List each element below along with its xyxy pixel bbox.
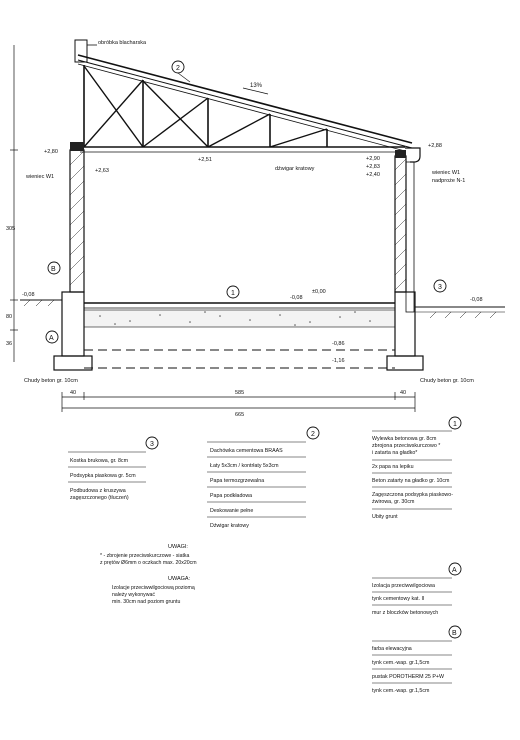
left-wreath-label: wieniec W1 (26, 174, 55, 180)
floor-foundation (20, 292, 505, 370)
truss-top-chord (78, 64, 405, 151)
legend-1-line-1: zbrojona przeciwskurczowo * (372, 443, 441, 449)
left-wall (70, 150, 84, 292)
legend-1-line-7: Ubity grunt (372, 514, 398, 520)
level-right-ground: -0,08 (470, 297, 483, 303)
legend-1-line-6: żwirowa, gr. 30cm (372, 499, 415, 505)
left-foundation (62, 292, 84, 356)
dim-left-vertical-total: 305 (6, 226, 16, 232)
dimensions (6, 45, 415, 418)
right-foundation (395, 292, 415, 356)
right-ring-beam (395, 150, 406, 158)
legend-B-line-2: pustak POROTHERM 25 P+W (372, 674, 444, 680)
ground-hatch-left (24, 300, 54, 306)
dim-left-vertical-mid: 36 (6, 341, 13, 347)
legend-B-line-0: farba elewacyjna (372, 646, 412, 652)
legend-2-line-2: Papa termozgrzewalna (210, 478, 265, 484)
notes2-line-1: należy wykonywać (112, 592, 155, 598)
notes2-line-0: Izolacje przeciwwilgociową poziomą (112, 585, 195, 591)
right-wreath-label: wieniec W1 (432, 170, 461, 176)
legend-1-id: 1 (453, 421, 457, 428)
legend-2 (207, 427, 319, 529)
legend-2-line-4: Deskowanie pełne (210, 508, 254, 514)
level-mid-beam: +2,51 (198, 157, 212, 163)
legend-2-line-1: Łaty 5x3cm / kontrłaty 5x3cm (210, 463, 279, 469)
legend-1-line-5: Zagęszczona podsypka piaskowo- (372, 492, 453, 498)
level-left-ceiling: +2,80 (44, 149, 58, 155)
dim-bottom-right: 40 (400, 390, 407, 396)
gravel-bed (84, 310, 395, 327)
roof-deck-line (78, 60, 412, 148)
annotations (24, 166, 474, 384)
level-right-1: +2,90 (366, 156, 380, 162)
legend-2-id: 2 (311, 431, 315, 438)
callout-B-text: B (51, 266, 56, 273)
gutter (405, 148, 420, 312)
walls (70, 142, 406, 292)
legend-3-line-0: Kostka brukowa, gr. 8cm (70, 458, 128, 464)
level-right-2: +2,83 (366, 164, 380, 170)
truss-diagonals (84, 66, 327, 147)
legend-3-id: 3 (150, 441, 154, 448)
level-left-rim: +2,63 (95, 168, 109, 174)
level-right-top: +2,88 (428, 143, 442, 149)
left-ring-beam (70, 142, 84, 151)
level-floor-mid: -0,08 (290, 295, 303, 301)
legend-A-line-2: mur z bloczków betonowych (372, 610, 439, 616)
legend-1-line-0: Wylewka betonowa gr. 8cm (372, 436, 437, 442)
dim-bottom-total: 665 (235, 412, 245, 418)
notes2-line-2: min. 30cm nad poziom gruntu (112, 599, 181, 605)
roof-slope-label: 13% (250, 83, 263, 89)
dim-bottom-mid: 585 (235, 390, 245, 396)
callout-3-text: 3 (438, 284, 442, 291)
level-markers (22, 143, 483, 364)
legend-2-line-0: Dachówka cementowa BRAAS (210, 448, 283, 454)
chudy-beton-left-label: Chudy beton gr. 10cm (24, 378, 78, 384)
roof-covering-line (78, 55, 412, 143)
notes-heading: UWAGI: (168, 544, 188, 550)
chimney-flashing-label: obróbka blacharska (98, 40, 147, 46)
notes (100, 544, 197, 605)
notes-line-1: z prętów Ø6mm o oczkach max. 20x20cm (100, 560, 197, 566)
level-foundation-1: -0,86 (332, 341, 345, 347)
chudy-beton-right-label: Chudy beton gr. 10cm (420, 378, 474, 384)
dim-left-vertical-low: 80 (6, 314, 13, 320)
callout-2-text: 2 (176, 65, 180, 72)
legend-B-line-3: tynk cem.-wap. gr.1,5cm (372, 688, 430, 694)
legend-3-line-1: Podsypka piaskowa gr. 5cm (70, 473, 136, 479)
callout-1-text: 1 (231, 290, 235, 297)
legend-3-line-3: zagęszczonego (tłuczeń) (70, 495, 129, 501)
right-lintel-label: nadproże N-1 (432, 178, 466, 184)
ground-hatch-right (430, 312, 496, 318)
dim-bottom-left: 40 (70, 390, 77, 396)
legend-3 (68, 437, 158, 501)
level-floor-zero: ±0,00 (312, 289, 326, 295)
callout-A-text: A (49, 335, 54, 342)
right-wall-hatch (395, 159, 406, 290)
legend-1-line-3: 2x papa na lepiku (372, 464, 414, 470)
downpipe (406, 162, 414, 312)
level-left-floor: -0,08 (22, 292, 35, 298)
roof (75, 40, 412, 152)
legend-3-line-2: Podbudowa z kruszywa (70, 488, 126, 494)
legend-2-line-3: Papa podkładowa (210, 493, 253, 499)
legend-B-line-1: tynk cem.-wap. gr.1,5cm (372, 660, 430, 666)
legend-1 (372, 417, 461, 520)
left-wall-hatch (70, 151, 84, 285)
legend-A-line-1: tynk cementowy kat. II (372, 596, 425, 602)
level-right-3: +2,40 (366, 172, 380, 178)
legend-A-id: A (452, 567, 457, 574)
legend-A (372, 563, 461, 616)
legend-2-line-5: Dźwigar kratowy (210, 523, 249, 529)
legend-B-id: B (452, 630, 457, 637)
notes-line-0: * - zbrojenie przeciwskurczowe - siatka (100, 553, 190, 559)
right-wall (395, 156, 406, 292)
notes-heading-2: UWAGA: (168, 576, 191, 582)
chimney-stub (75, 40, 87, 62)
legend-B (372, 626, 461, 694)
truss-beam-label: dźwigar kratowy (275, 166, 315, 172)
legend-1-line-2: i zatarta na gładko* (372, 450, 418, 456)
legend-A-line-0: Izolacja przeciwwilgociowa (372, 583, 435, 589)
legend-1-line-4: Beton zatarty na gładko gr. 10cm (372, 478, 450, 484)
level-foundation-2: -1,16 (332, 358, 345, 364)
